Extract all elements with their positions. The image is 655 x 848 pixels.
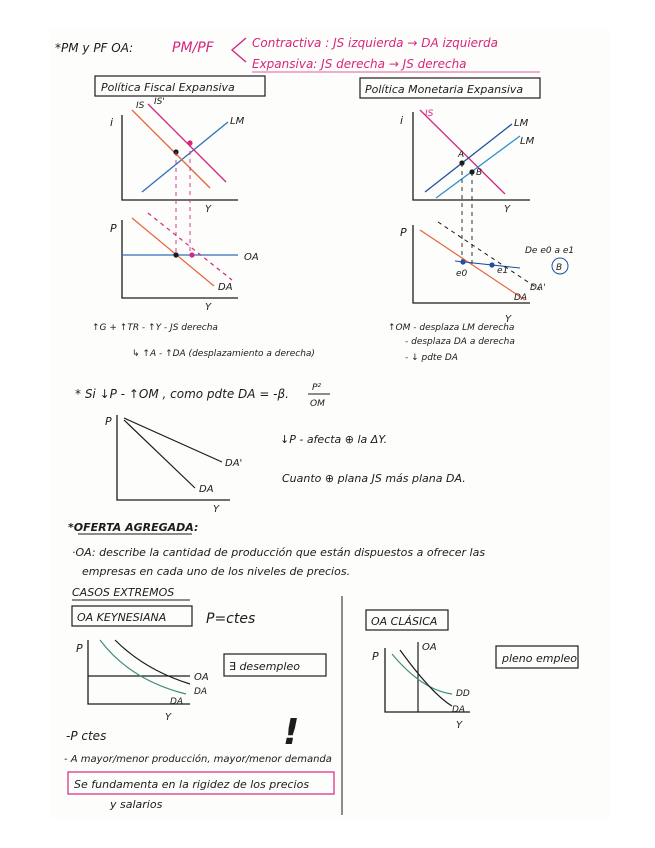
fiscal-da-label: DA [218,282,233,293]
casos-extremos: CASOS EXTREMOS [72,586,175,599]
monetaria-e1-label: e1 [497,266,509,276]
middle-da2-label: DA' [225,458,243,469]
fiscal-is2-label: IS' [154,97,165,107]
fiscal-note-1: ↑G + ↑TR - ↑Y - JS derecha [92,323,218,333]
clasica-dd-label: DD [456,689,470,699]
keynesiana-da2-curve [115,640,190,684]
clasica-oa-label: OA [422,642,437,653]
clasica-pleno: pleno empleo [502,652,578,665]
clasica-y-label: Y [456,720,463,731]
header-contractiva: Contractiva : JS izquierda → DA izquierda [252,36,498,50]
fiscal-oada-point-2 [189,252,194,257]
clasica-p-label: P [372,650,379,663]
fiscal-islm-graph [110,97,245,255]
monetaria-title: Política Monetaria Expansiva [365,83,524,96]
keynesiana-da2-label: DA [194,687,208,697]
clasica-da-curve [400,650,452,706]
monetaria-point-e0 [460,259,465,264]
fiscal-oa-label: OA [244,252,259,263]
monetaria-lm-line [425,124,512,192]
fiscal-y-label: Y [205,204,212,215]
header-prefix: *PM y PF OA: [55,41,134,55]
monetaria-lm2-label: LM [520,136,535,147]
monetaria-da2-line [438,222,540,290]
monetaria-point-e1 [489,262,494,267]
middle-frac-den: OM [310,399,325,409]
header-brace [232,38,246,62]
middle-note-1: ↓P - afecta ⊕ la ΔY. [280,433,388,446]
fiscal-da-line [132,218,214,286]
monetaria-da-line [420,230,525,300]
keynesiana-exclaim: ! [283,712,300,753]
keynesiana-fundamenta-1: Se fundamenta en la rigidez de los precios [74,778,310,791]
keynesiana-title: OA KEYNESIANA [77,611,167,624]
monetaria-lm-label: LM [514,118,529,129]
middle-da2-line [124,418,222,462]
monetaria-b-label: B [476,168,483,178]
header-expansiva: Expansiva: JS derecha → JS derecha [252,57,467,71]
oferta-def-line-1: ·OA: describe la cantidad de producción que están dispuestos a ofrecer las [72,546,486,559]
oferta-title: *OFERTA AGREGADA: [68,521,199,534]
monetaria-is-label: IS [425,109,434,119]
middle-da-line [124,420,195,488]
fiscal-lm-label: LM [230,116,245,127]
keynesiana-pcte: P=ctes [206,611,256,627]
fiscal-p-label: P [110,222,117,235]
monetaria-note-3: - ↓ pdte DA [405,353,458,363]
fiscal-note-2: ↳ ↑A - ↑DA (desplazamiento a derecha) [132,349,315,359]
monetaria-lm2-line [436,136,520,198]
middle-formula-text: * Si ↓P - ↑OM , como pdte DA = -β. [75,387,289,401]
fiscal-is-line [132,110,210,188]
monetaria-da-label: DA [514,293,528,303]
keynesiana-axes [88,640,190,704]
middle-note-2: Cuanto ⊕ plana JS más plana DA. [282,472,466,485]
fiscal-title: Política Fiscal Expansiva [101,81,235,94]
monetaria-oada-graph [400,222,574,325]
fiscal-i-label: i [110,116,114,129]
keynesiana-da-label: DA [170,697,184,707]
monetaria-a-label: A [458,150,465,160]
middle-y-label: Y [213,504,220,515]
monetaria-e0-label: e0 [456,269,468,279]
fiscal-oada-point-1 [173,252,178,257]
oferta-def-line-2: empresas en cada uno de los niveles de precios. [82,565,351,578]
keynesiana-p-label: P [76,642,83,655]
monetaria-da2-label: DA' [530,283,546,293]
middle-da-label: DA [199,484,214,495]
monetaria-y2-label: Y [505,314,512,325]
keynesiana-desempleo: ∃ desempleo [229,660,300,673]
fiscal-is2-line [148,104,226,182]
clasica-title: OA CLÁSICA [371,615,438,628]
clasica-axes [385,648,470,712]
monetaria-b-circle-label: B [556,263,563,273]
monetaria-y-label: Y [504,204,511,215]
keynesiana-da-curve [100,640,186,694]
keynesiana-y-label: Y [165,712,172,723]
keynesiana-graph [76,640,209,723]
monetaria-i-label: i [400,114,404,127]
keynesiana-note-2: - A mayor/menor producción, mayor/menor demanda [64,754,332,765]
monetaria-note-1: ↑OM - desplaza LM derecha [388,323,515,333]
keynesiana-fundamenta-2: y salarios [110,798,163,811]
fiscal-y2-label: Y [205,302,212,313]
fiscal-is-label: IS [136,101,145,111]
middle-p-label: P [105,415,112,428]
middle-frac-num: P² [312,383,322,393]
monetaria-p-label: P [400,226,407,239]
keynesiana-note-1: -P ctes [66,729,107,743]
monetaria-note-2: - desplaza DA a derecha [405,337,515,347]
clasica-da-label: DA [452,705,466,715]
clasica-graph [372,642,470,731]
middle-da-graph [105,415,242,515]
keynesiana-oa-label: OA [194,672,209,683]
header-pm-pf: PM/PF [172,40,214,56]
fiscal-oada-graph [110,213,259,313]
monetaria-de-label: De e0 a e1 [525,246,575,256]
clasica-dd-curve [392,654,452,694]
